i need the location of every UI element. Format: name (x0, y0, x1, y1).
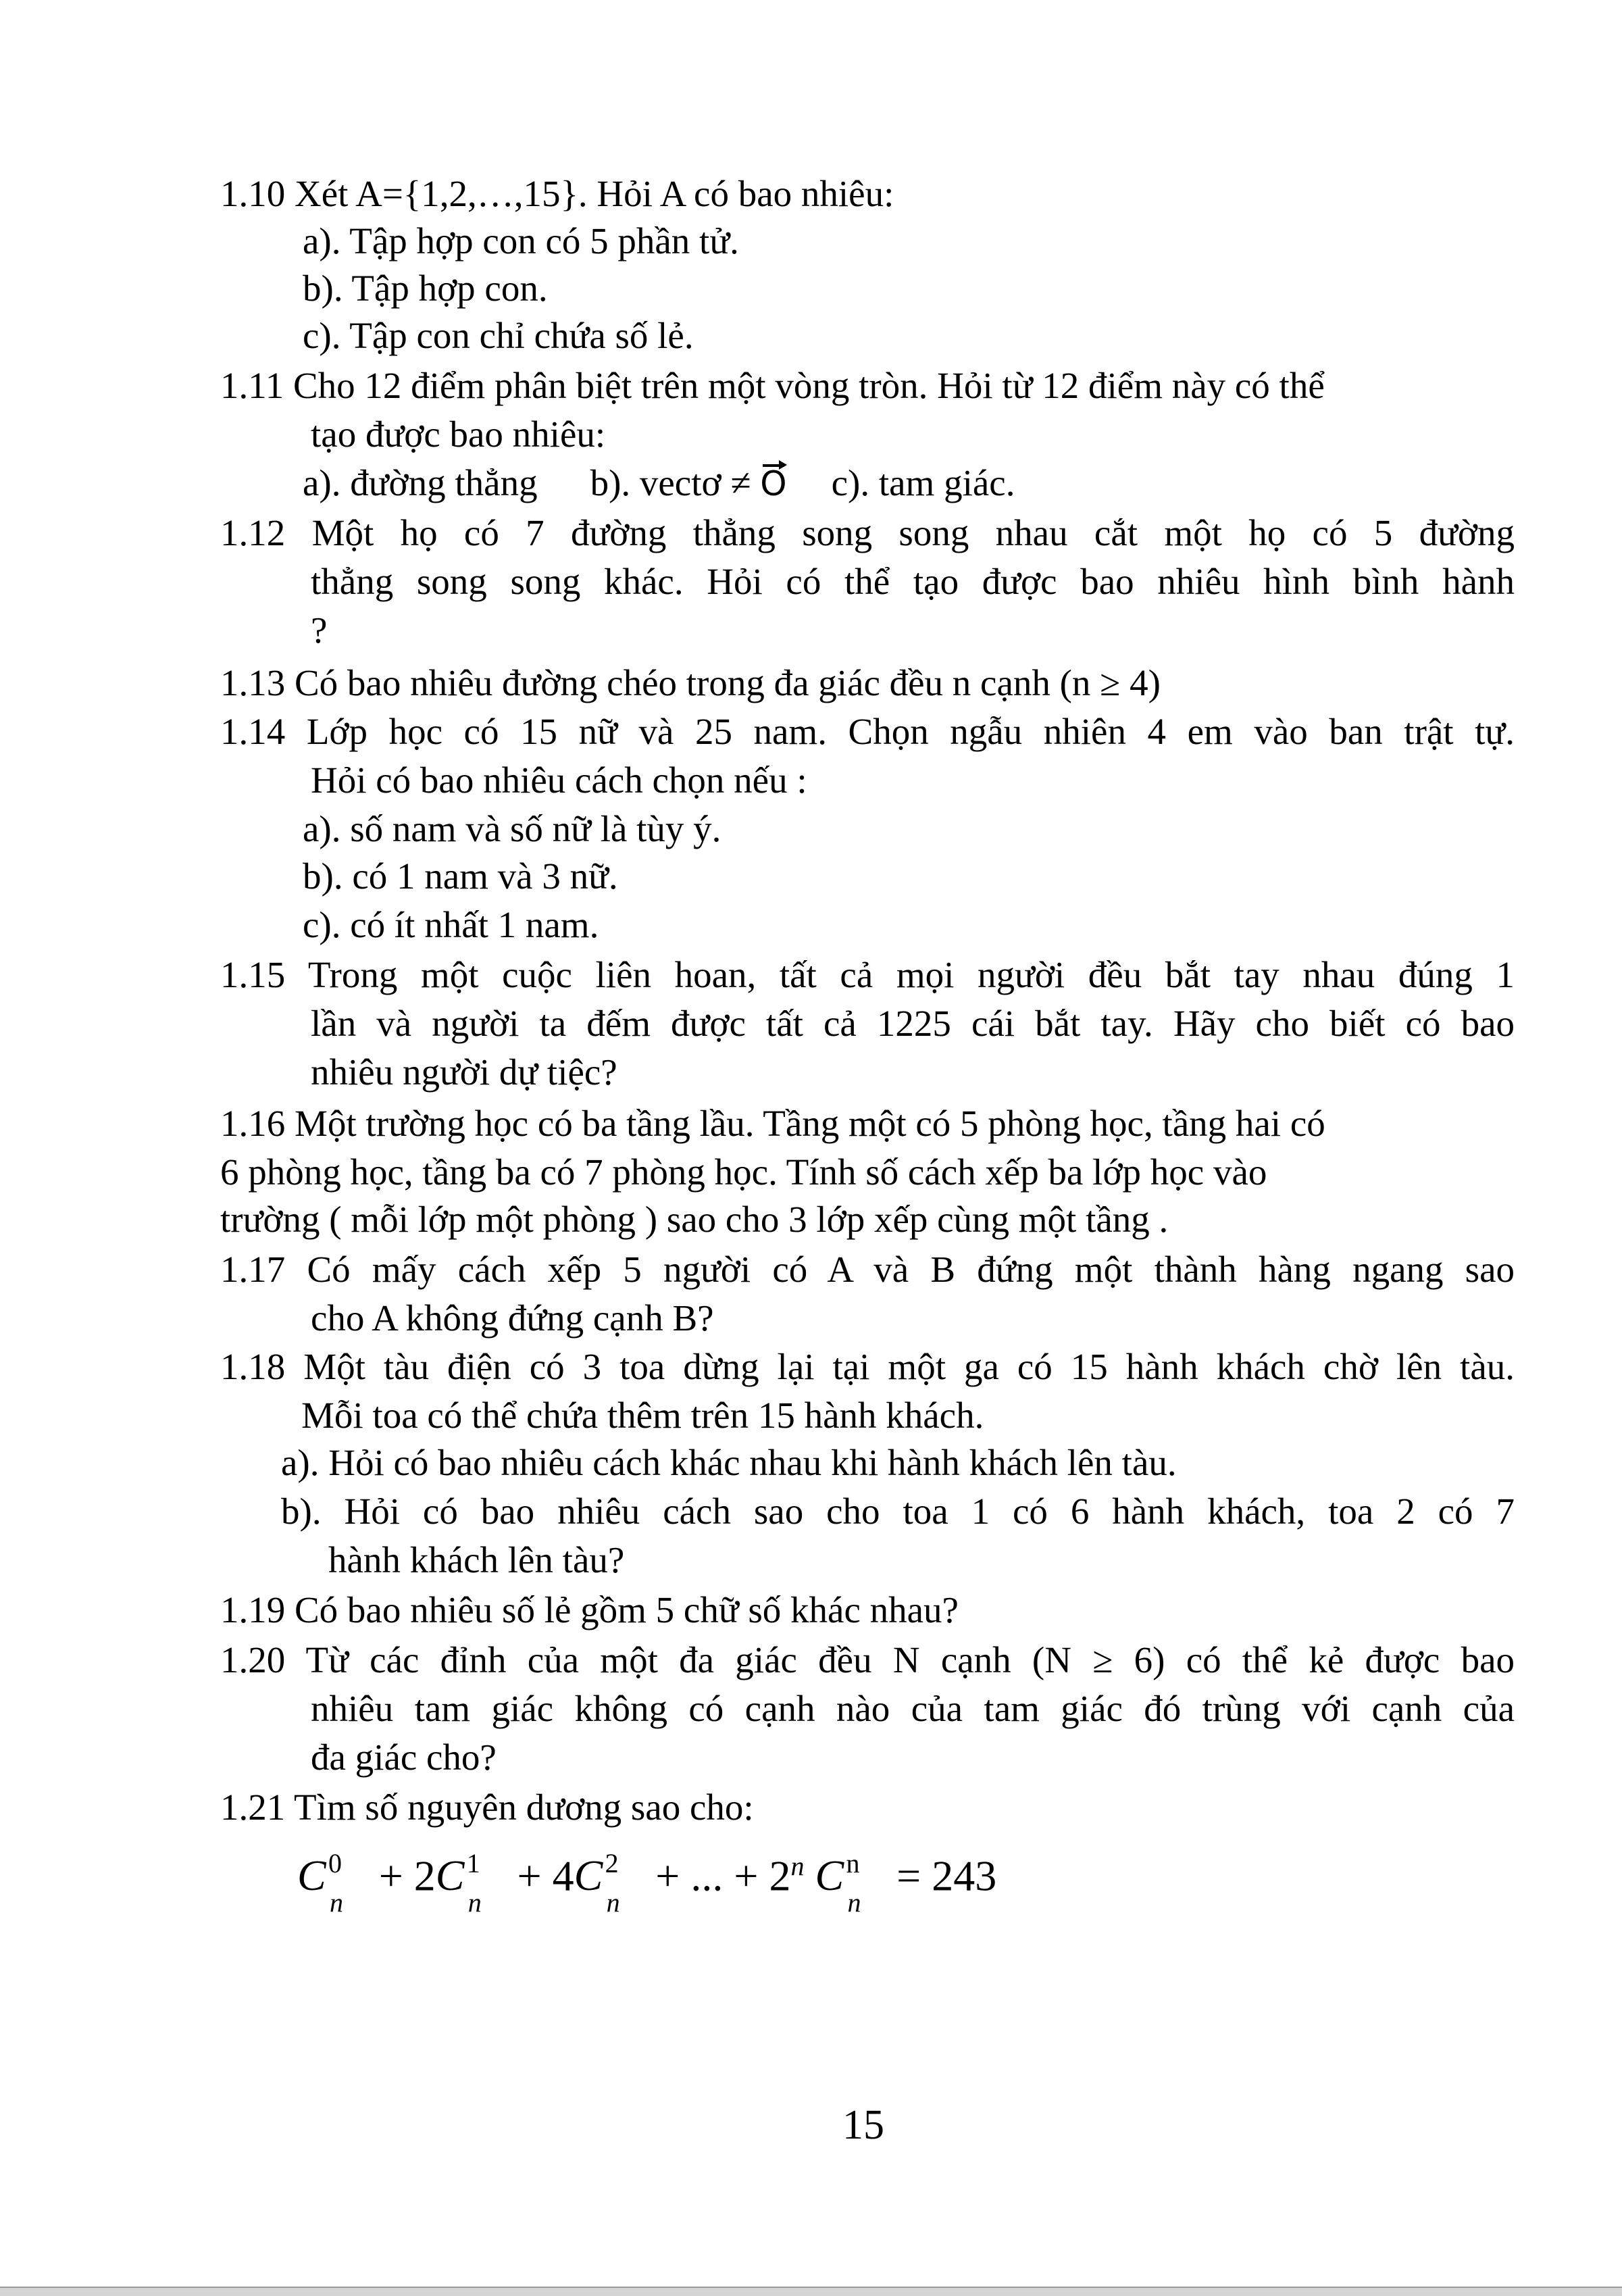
problem-1-18-part-b: b). Hỏi có bao nhiêu cách sao cho toa 1 có 6 hành khách, toa 2 có 7 (281, 1491, 1515, 1532)
problem-1-12-statement-cont: thẳng song song khác. Hỏi có thể tạo được bao nhiêu hình bình hành (311, 561, 1515, 602)
problem-1-10-part-a: a). Tập hợp con có 5 phần tử. (303, 220, 739, 261)
problem-1-11-statement: 1.11 Cho 12 điểm phân biệt trên một vòng tròn. Hỏi từ 12 điểm này có thể (220, 365, 1325, 406)
problem-1-12-statement: 1.12 Một họ có 7 đường thẳng song song nhau cắt một họ có 5 đường (220, 512, 1515, 553)
problem-1-18-part-b-cont: hành khách lên tàu? (328, 1539, 625, 1580)
formula-term-c0: C 0 n (297, 1848, 343, 1918)
problem-1-11-part-c: c). tam giác. (831, 462, 1015, 503)
problem-1-20-statement-end: đa giác cho? (311, 1737, 497, 1778)
problem-1-20-statement: 1.20 Từ các đỉnh của một đa giác đều N cạnh (N ≥ 6) có thể kẻ được bao (220, 1639, 1515, 1680)
problem-1-15-statement-cont: lần và người ta đếm được tất cả 1225 cái bắt tay. Hãy cho biết có bao (311, 1003, 1515, 1044)
problem-1-17-statement: 1.17 Có mấy cách xếp 5 người có A và B đứng một thành hàng ngang sao (220, 1249, 1515, 1290)
problem-1-18-part-a: a). Hỏi có bao nhiêu cách khác nhau khi hành khách lên tàu. (281, 1442, 1177, 1483)
problem-1-10-statement: 1.10 Xét A={1,2,…,15}. Hỏi A có bao nhiêu: (220, 173, 894, 214)
problem-1-10-part-b: b). Tập hợp con. (303, 268, 548, 309)
formula-plus-4: + 4 (517, 1851, 574, 1900)
problem-1-21-statement: 1.21 Tìm số nguyên dương sao cho: (220, 1787, 754, 1828)
problem-1-16-statement-end: trường ( mỗi lớp một phòng ) sao cho 3 lớp xếp cùng một tầng . (220, 1199, 1169, 1240)
page-number: 15 (842, 2102, 884, 2148)
problem-1-14-part-b: b). có 1 nam và 3 nữ. (303, 855, 618, 897)
problem-1-12-question-mark: ? (311, 609, 328, 651)
problem-1-14-statement-cont: Hỏi có bao nhiêu cách chọn nếu : (311, 759, 807, 801)
problem-1-18-statement-cont: Mỗi toa có thể chứa thêm trên 15 hành khách. (301, 1395, 984, 1436)
problem-1-15-statement-end: nhiêu người dự tiệc? (311, 1051, 617, 1093)
problem-1-16-statement-cont: 6 phòng học, tầng ba có 7 phòng học. Tính số cách xếp ba lớp học vào (220, 1151, 1267, 1193)
problem-1-14-part-c: c). có ít nhất 1 nam. (303, 904, 599, 945)
problem-1-16-statement: 1.16 Một trường học có ba tầng lầu. Tầng một có 5 phòng học, tầng hai có (220, 1103, 1325, 1144)
formula-plus-dots: + ... + 2 (655, 1851, 791, 1900)
zero-vector-symbol: O (760, 461, 786, 506)
problem-1-11-part-b: b). vectơ ≠ (590, 462, 751, 503)
problem-1-11-options (303, 461, 1015, 506)
problem-1-10-part-c: c). Tập con chỉ chứa số lẻ. (303, 315, 694, 356)
problem-1-20-statement-cont: nhiêu tam giác không có cạnh nào của tam giác đó trùng với cạnh của (311, 1688, 1515, 1729)
problem-1-13-statement: 1.13 Có bao nhiêu đường chéo trong đa giác đều n cạnh (n ≥ 4) (220, 662, 1161, 703)
problem-1-17-statement-cont: cho A không đứng cạnh B? (311, 1297, 714, 1339)
formula-equals-243: = 243 (896, 1851, 997, 1900)
formula-term-cn: C n n (815, 1848, 861, 1918)
problem-1-11-part-a: a). đường thẳng (303, 462, 538, 503)
formula-power-n: n (790, 1851, 805, 1881)
formula-plus-2: + 2 (378, 1851, 436, 1900)
problem-1-11-statement-cont: tạo được bao nhiêu: (311, 414, 606, 455)
problem-1-14-statement: 1.14 Lớp học có 15 nữ và 25 nam. Chọn ngẫu nhiên 4 em vào ban trật tự. (220, 711, 1515, 752)
problem-1-19-statement: 1.19 Có bao nhiêu số lẻ gồm 5 chữ số khác nhau? (220, 1589, 959, 1630)
formula-term-c2: C 2 n (574, 1848, 620, 1918)
formula-term-c1: C 1 n (435, 1848, 482, 1918)
problem-1-14-part-a: a). số nam và số nữ là tùy ý. (303, 808, 721, 849)
binomial-sum-formula (297, 1839, 997, 1918)
problem-1-15-statement: 1.15 Trong một cuộc liên hoan, tất cả mọi người đều bắt tay nhau đúng 1 (220, 954, 1515, 995)
problem-1-18-statement: 1.18 Một tàu điện có 3 toa dừng lại tại một ga có 15 hành khách chờ lên tàu. (220, 1346, 1515, 1387)
